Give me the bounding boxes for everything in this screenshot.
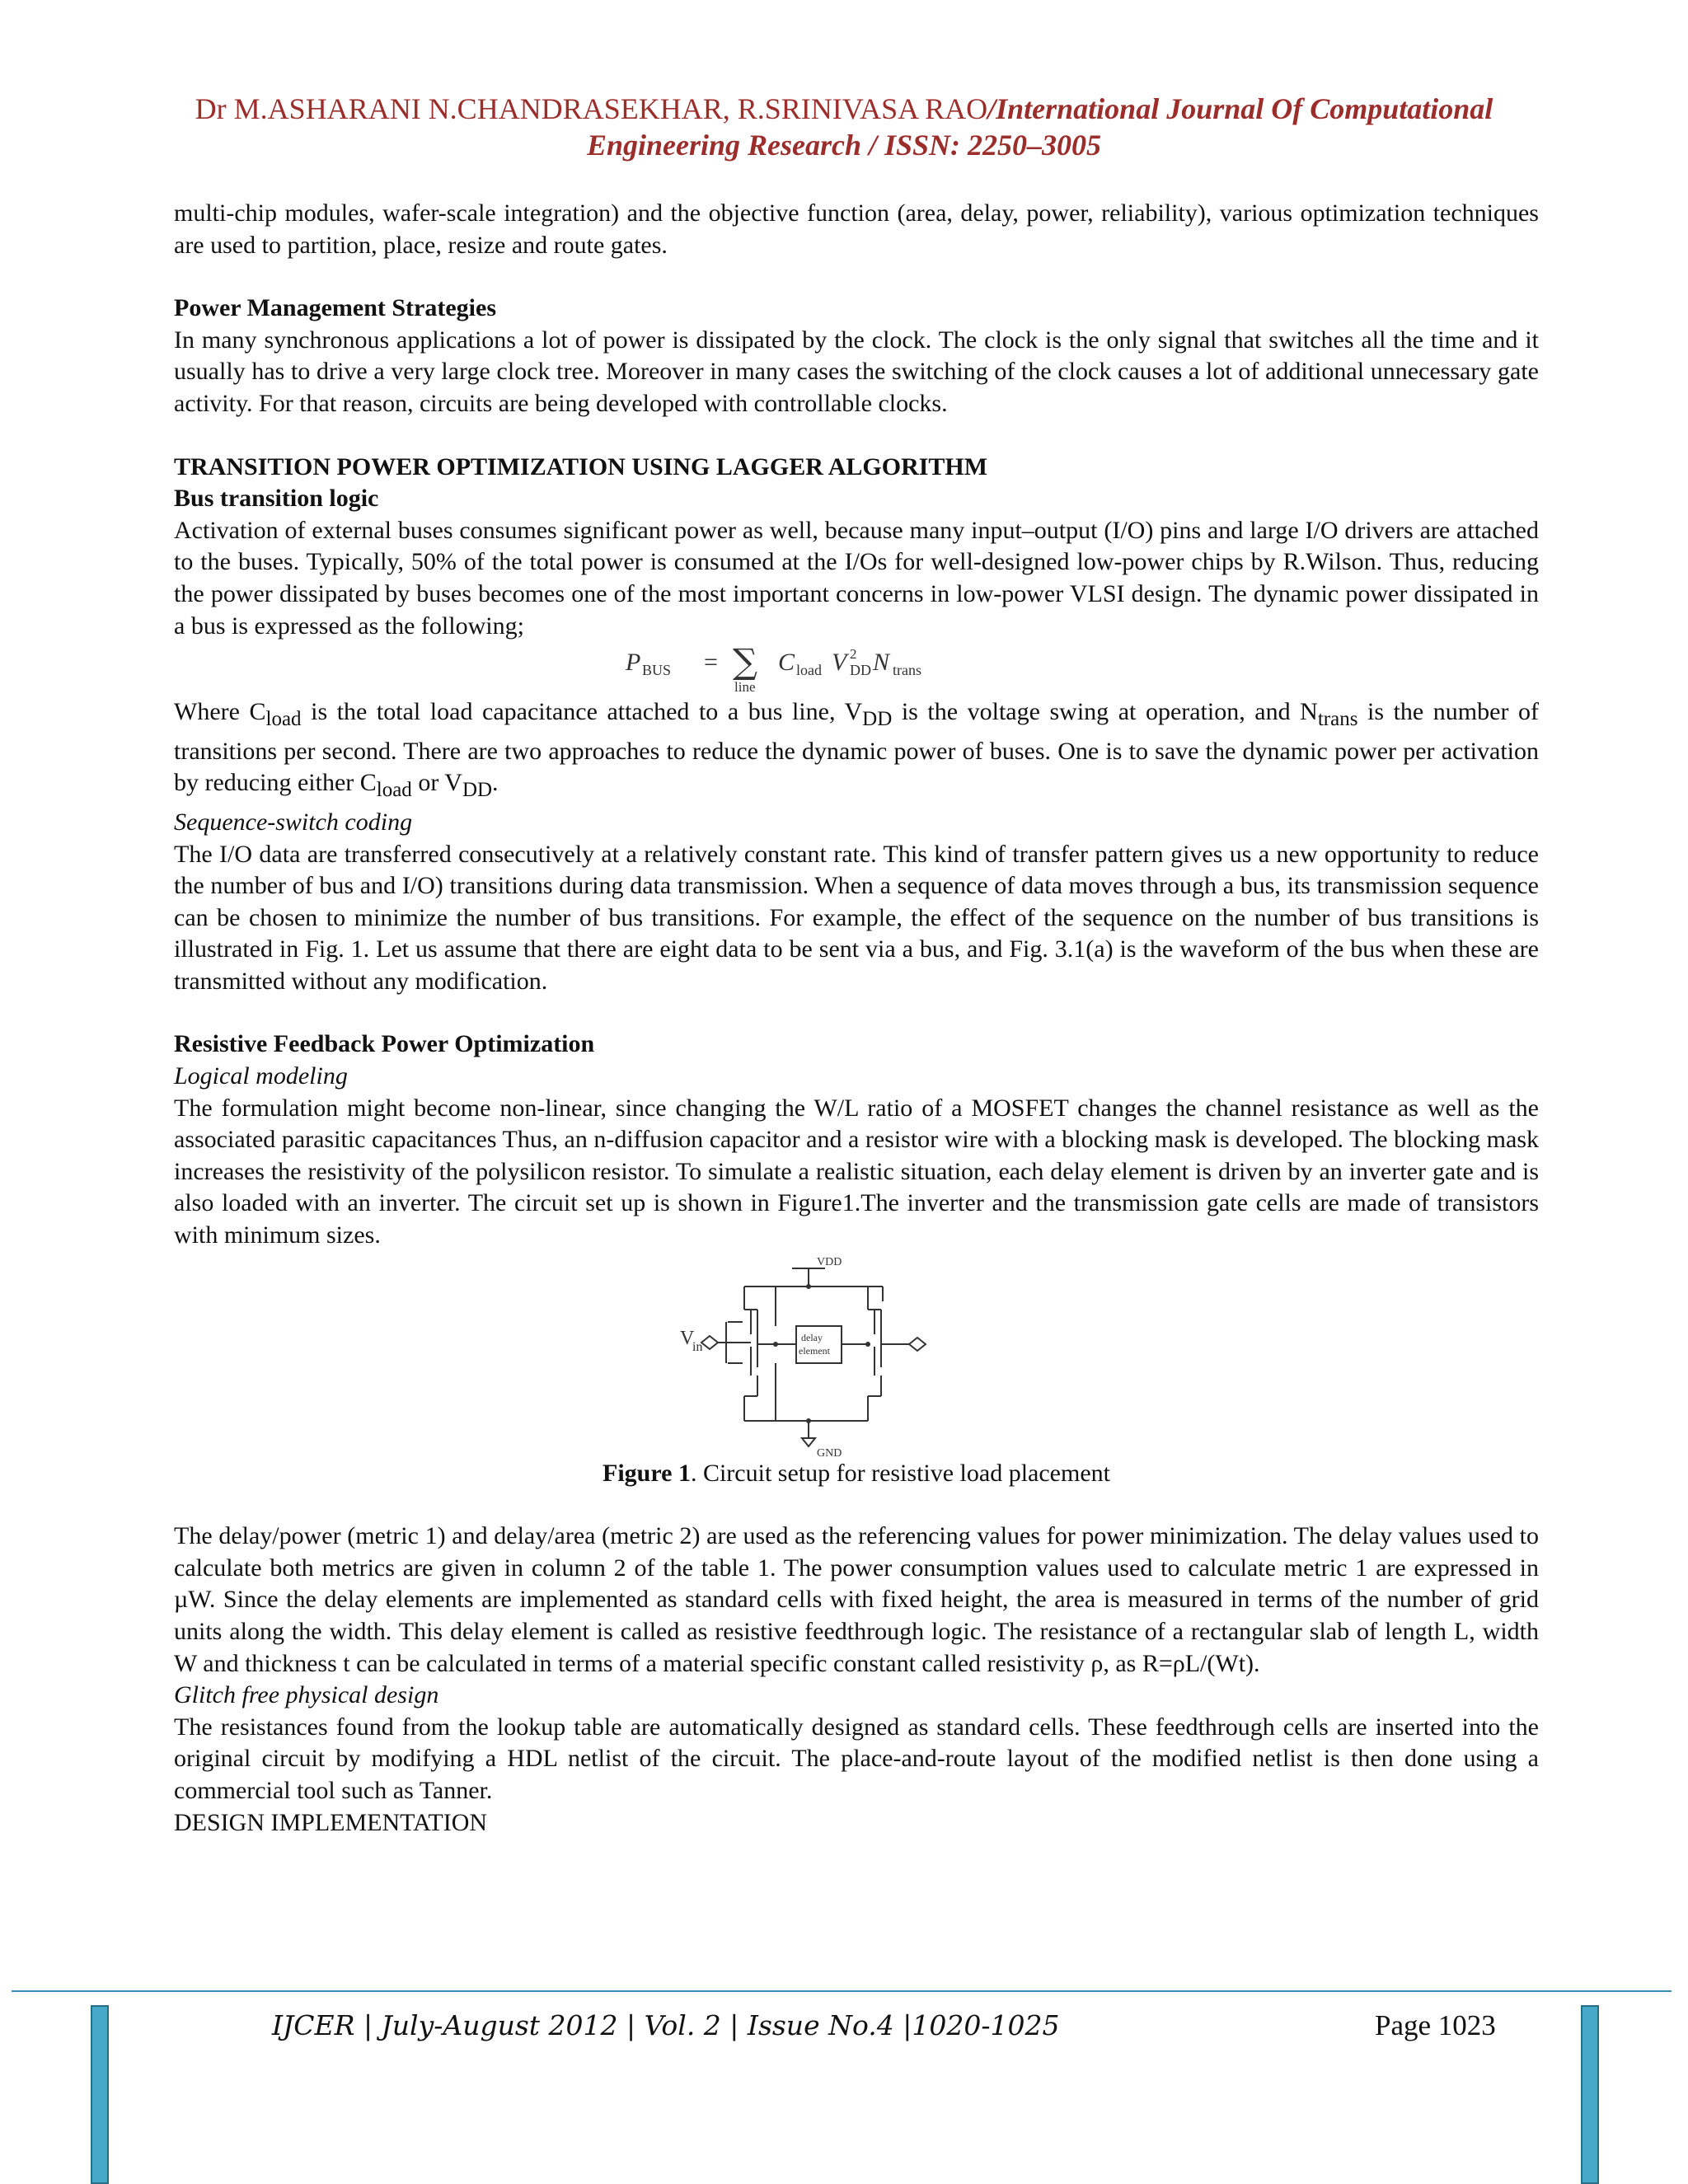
bus-power-equation — [174, 642, 1539, 696]
resistive-heading: Resistive Feedback Power Optimization — [174, 1030, 595, 1058]
ground-icon — [802, 1438, 815, 1446]
input-port-icon — [701, 1336, 718, 1349]
eq-c: C — [778, 649, 795, 677]
footer-citation: IJCER | July-August 2012 | Vol. 2 | Issue No.4 |1020-1025 — [272, 2009, 1060, 2041]
running-header — [99, 91, 1589, 163]
equation-graphic — [626, 642, 1087, 696]
resistive-body: The formulation might become non-linear, since changing the W/L ratio of a MOSFET changes the channel resistance as well as the associated parasitic capacitances Thus, an n-diffusion capacitor and a resistor wire with a blocking mask is developed. The blocking mask increases the resistivity of the polysilicon resistor. To simulate a realistic situation, each delay element is driven by an inverter gate and is also loaded with an inverter. The circuit set up is shown in Figure1.The inverter and the transmission gate cells are made of transistors with minimum sizes. — [174, 1094, 1539, 1249]
footer-page-number: Page 1023 — [1375, 2009, 1496, 2041]
vin-sub-label: in — [692, 1339, 703, 1354]
eq-p: P — [626, 649, 641, 677]
power-mgmt-body: In many synchronous applications a lot of power is dissipated by the clock. The clock is the only signal that switches all the time and it usually has to drive a very large clock tree. Moreover in many cases the switching of the clock causes a lot of additional unnecessary gate activity. For that reason, circuits are being developed with controllable clocks. — [174, 326, 1539, 417]
glitch-heading: Glitch free physical design — [174, 1681, 439, 1709]
footer-bar-right — [1581, 2005, 1599, 2184]
where-paragraph: Where $C_{load}$ is the total load capacitance attached to a bus line, $V_{DD}$ is the voltage swing at operation, and $N_{trans}$ is the number of transitions per second. There are two approaches to reduce the dynamic power of buses. One is to save the dynamic power per activation by reducing either $C_{load}$ or $V_{DD}$. — [174, 698, 1540, 802]
header-journal: /International Journal Of Computational — [987, 92, 1493, 125]
figure-1-caption: Figure 1. Circuit setup for resistive load placement — [603, 1459, 1110, 1487]
eq-p-sub: BUS — [642, 662, 672, 679]
delay-label-2: element — [799, 1344, 830, 1357]
header-authors: Dr M.ASHARANI N.CHANDRASEKHAR, R.SRINIVASA RAO — [195, 92, 988, 125]
footer-rule — [12, 1990, 1672, 1992]
sequence-switch-body: The I/O data are transferred consecutively at a relatively constant rate. This kind of transfer pattern gives us a new opportunity to reduce the number of bus and I/O) transitions during data transmission. When a sequence of data moves through a bus, its transmission sequence can be chosen to minimize the number of bus transitions. For example, the effect of the sequence on the number of bus transitions is illustrated in Fig. 1. Let us assume that there are eight data to be sent via a bus, and Fig. 3.1(a) is the waveform of the bus when these are transmitted without any modification. — [174, 840, 1539, 995]
eq-v-sup: 2 — [850, 646, 857, 663]
eq-sum-sign: ∑ — [733, 641, 757, 682]
sequence-switch-heading: Sequence-switch coding — [174, 808, 413, 836]
bus-logic-heading: Bus transition logic — [174, 485, 379, 513]
svg-text:=: = — [704, 649, 718, 677]
vin-label: V — [680, 1327, 695, 1349]
metrics-paragraph: The delay/power (metric 1) and delay/area (metric 2) are used as the referencing values for power minimization. The delay values used to calculate both metrics are given in column 2 of the table 1. The power consumption values used to calculate metric 1 are expressed in µW. Since the delay elements are implemented as standard cells with fixed height, the area is measured in terms of the number of grid units along the width. This delay element is called as resistive feedthrough logic. The resistance of a rectangular slab of length L, width W and thickness t can be calculated in terms of a material specific constant called resistivity ρ, as R=ρL/(Wt). — [174, 1522, 1539, 1677]
circuit-diagram — [680, 1252, 973, 1460]
gnd-label: GND — [817, 1446, 842, 1460]
intro-paragraph: multi-chip modules, wafer-scale integration) and the objective function (area, delay, power, reliability), various optimization techniques are used to partition, place, resize and route gates. — [174, 199, 1539, 259]
footer-bar-left — [91, 2005, 109, 2184]
header-journal-line2: Engineering Research / ISSN: 2250–3005 — [586, 129, 1102, 162]
eq-v-sub: DD — [850, 662, 871, 679]
eq-n-sub: trans — [893, 662, 921, 679]
eq-n: N — [873, 649, 890, 677]
eq-c-sub: load — [796, 662, 822, 679]
section-title: TRANSITION POWER OPTIMIZATION USING LAGGER ALGORITHM — [174, 452, 988, 480]
bus-logic-body: Activation of external buses consumes significant power as well, because many input–output (I/O) pins and large I/O drivers are attached to the buses. Typically, 50% of the total power is consumed at the I/Os for well-designed low-power chips by R.Wilson. Thus, reducing the power dissipated by buses becomes one of the most important concerns in low-power VLSI design. The dynamic power dissipated in a bus is expressed as the following; — [174, 516, 1539, 640]
page-body — [174, 198, 1539, 1839]
figure-1 — [174, 1252, 1539, 1458]
logical-modeling-heading: Logical modeling — [174, 1062, 348, 1090]
power-mgmt-heading: Power Management Strategies — [174, 294, 496, 322]
output-port-icon — [909, 1338, 926, 1351]
glitch-body: The resistances found from the lookup table are automatically designed as standard cells. These feedthrough cells are inserted into the original circuit by modifying a HDL netlist of the circuit. The place-and-route layout of the modified netlist is then done using a commercial tool such as Tanner. — [174, 1713, 1539, 1804]
vdd-label: VDD — [817, 1255, 842, 1268]
eq-sum-sub: line — [734, 679, 756, 696]
design-impl-heading: DESIGN IMPLEMENTATION — [174, 1808, 488, 1836]
delay-label-1: delay — [801, 1331, 823, 1343]
eq-v: V — [832, 649, 847, 677]
